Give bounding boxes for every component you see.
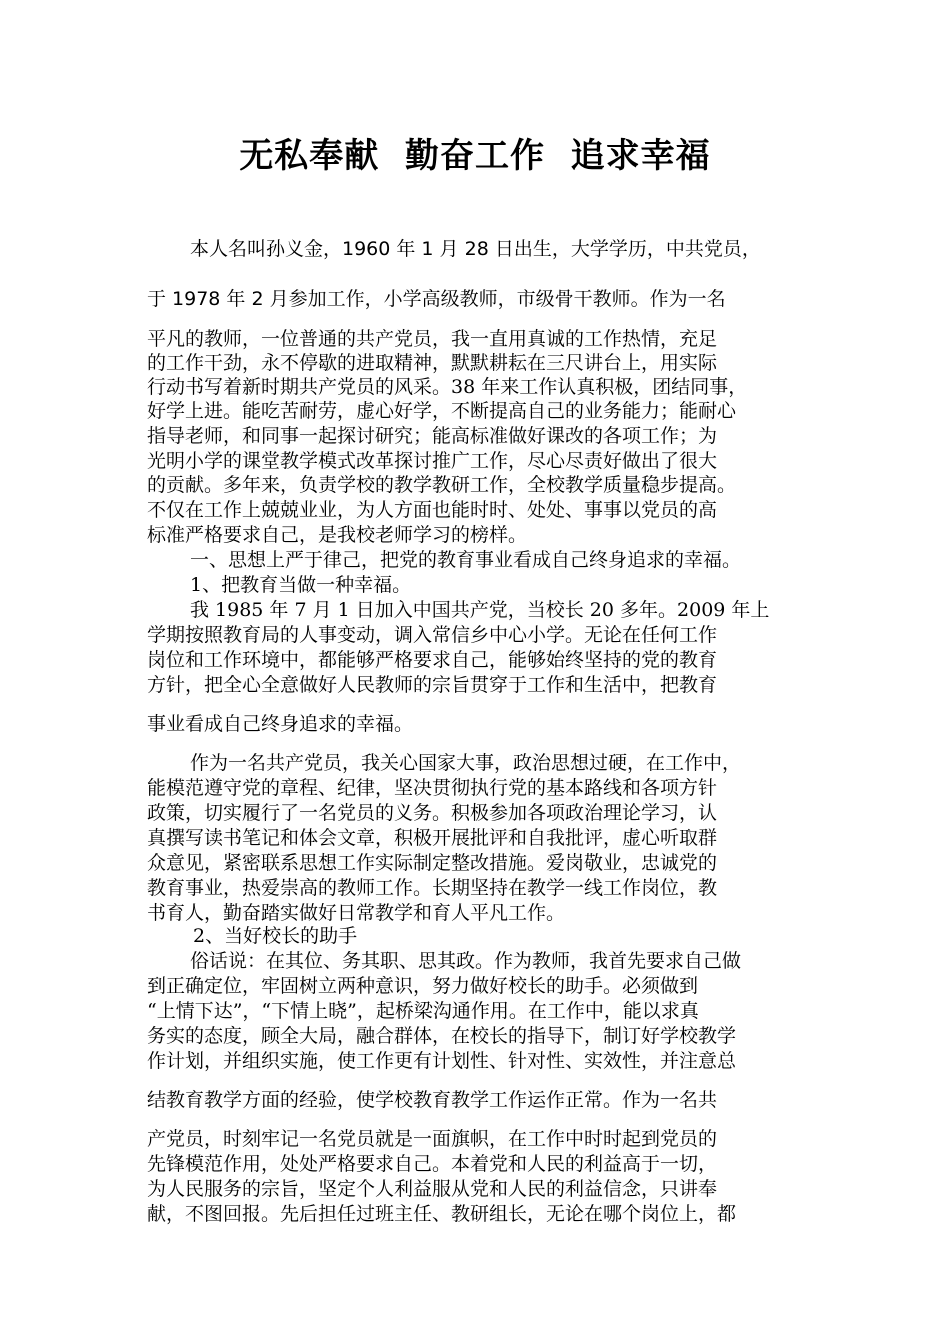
body-line: 岗位和工作环境中，都能够严格要求自己，能够始终坚持的党的教育 [147,649,718,671]
body-line: 真撰写读书笔记和体会文章，积极开展批评和自我批评，虚心听取群 [147,827,718,849]
section-heading: 一、思想上严于律己，把党的教育事业看成自己终身追求的幸福。 [190,549,742,571]
subsection-heading: 1、把教育当做一种幸福。 [190,574,412,596]
document-title: 无私奉献 勤奋工作 追求幸福 [239,136,711,176]
body-line: 先锋模范作用，处处严格要求自己。本着党和人民的利益高于一切， [147,1153,718,1175]
body-line: 行动书写着新时期共产党员的风采。38 年来工作认真积极，团结同事， [147,376,748,398]
body-line: 指导老师，和同事一起探讨研究；能高标准做好课改的各项工作；为 [147,425,718,447]
body-line: 的贡献。多年来，负责学校的教学教研工作，全校教学质量稳步提高。 [147,474,737,496]
body-line: 学期按照教育局的人事变动，调入常信乡中心小学。无论在任何工作 [147,624,718,646]
body-line: 政策，切实履行了一名党员的义务。积极参加各项政治理论学习，认 [147,802,718,824]
body-line: 作计划，并组织实施，使工作更有计划性、针对性、实效性，并注意总 [147,1050,737,1072]
body-line: 平凡的教师，一位普通的共产党员，我一直用真诚的工作热情，充足 [147,328,718,350]
body-line: 务实的态度，顾全大局，融合群体，在校长的指导下，制订好学校教学 [147,1025,737,1047]
body-line: 光明小学的课堂教学模式改革探讨推广工作，尽心尽责好做出了很大 [147,450,718,472]
body-line: 产党员，时刻牢记一名党员就是一面旗帜，在工作中时时起到党员的 [147,1128,718,1150]
body-line: 俗话说：在其位、务其职、思其政。作为教师，我首先要求自己做 [190,950,742,972]
body-line: 献，不图回报。先后担任过班主任、教研组长，无论在哪个岗位上，都 [147,1203,737,1225]
body-line: 于 1978 年 2 月参加工作，小学高级教师，市级骨干教师。作为一名 [147,288,726,310]
body-line: 不仅在工作上兢兢业业，为人方面也能时时、处处、事事以党员的高 [147,499,718,521]
subsection-heading: 2、当好校长的助手 [193,925,358,947]
body-line: 为人民服务的宗旨，坚定个人利益服从党和人民的利益信念，只讲奉 [147,1178,718,1200]
body-line: 教育事业，热爱崇高的教师工作。长期坚持在教学一线工作岗位，教 [147,877,718,899]
body-line: 本人名叫孙义金，1960 年 1 月 28 日出生，大学学历，中共党员， [190,238,761,260]
body-line: 众意见，紧密联系思想工作实际制定整改措施。爱岗敬业，忠诚党的 [147,852,718,874]
body-line: 到正确定位，牢固树立两种意识，努力做好校长的助手。必须做到 [147,975,699,997]
body-line: 的工作干劲，永不停歇的进取精神，默默耕耘在三尺讲台上，用实际 [147,352,718,374]
body-line: 书育人，勤奋踏实做好日常教学和育人平凡工作。 [147,902,566,924]
body-line: 方针，把全心全意做好人民教师的宗旨贯穿于工作和生活中，把教育 [147,674,718,696]
body-line: 好学上进。能吃苦耐劳，虚心好学，不断提高自己的业务能力；能耐心 [147,400,737,422]
body-line: 能模范遵守党的章程、纪律，坚决贯彻执行党的基本路线和各项方针 [147,777,718,799]
body-line: 我 1985 年 7 月 1 日加入中国共产党，当校长 20 多年。2009 年上 [190,599,770,621]
body-line: 事业看成自己终身追求的幸福。 [147,713,414,735]
body-line: 标准严格要求自己，是我校老师学习的榜样。 [147,524,528,546]
body-line: 作为一名共产党员，我关心国家大事，政治思想过硬，在工作中， [190,752,742,774]
body-line: 结教育教学方面的经验，使学校教育教学工作运作正常。作为一名共 [147,1089,718,1111]
body-line: “上情下达”，“下情上晓”，起桥梁沟通作用。在工作中，能以求真 [147,1000,699,1022]
